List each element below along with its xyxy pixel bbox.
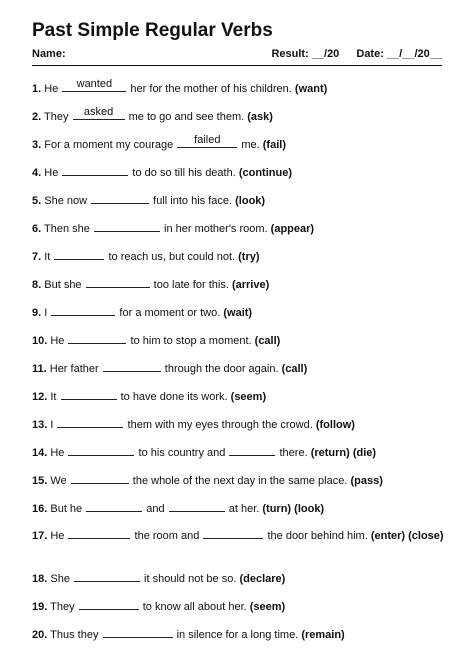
question-text: We — [50, 475, 70, 487]
answer-blank[interactable] — [86, 500, 142, 512]
question-number: 14. — [32, 447, 48, 459]
question-text: But she — [44, 279, 85, 291]
header-divider — [32, 65, 442, 66]
verb-hint: (seem) — [249, 601, 286, 613]
filled-answer: failed — [194, 134, 221, 146]
header-row — [32, 48, 442, 64]
question-text: for a moment or two. — [116, 307, 224, 319]
answer-blank[interactable] — [94, 220, 160, 232]
question-item — [32, 164, 444, 181]
question-text: to do so till his death. — [129, 167, 239, 179]
question-item — [32, 598, 444, 615]
question-item — [32, 388, 444, 405]
answer-blank[interactable] — [91, 192, 149, 204]
verb-hint: (want) — [294, 83, 328, 95]
question-item — [32, 248, 444, 265]
verb-hint: (pass) — [350, 475, 383, 487]
answer-blank[interactable] — [229, 444, 275, 456]
verb-hint: (fail) — [262, 139, 286, 151]
name-label: Name: — [32, 48, 66, 60]
question-item — [32, 304, 444, 321]
question-text: the room and — [131, 530, 203, 542]
filled-answer: wanted — [76, 78, 113, 90]
verb-hint: (appear) — [270, 223, 315, 235]
verb-hint: (seem) — [230, 391, 267, 403]
question-number: 10. — [32, 335, 48, 347]
result-label: Result: __/20 — [271, 48, 340, 60]
question-number: 9. — [32, 307, 42, 319]
question-number: 16. — [32, 503, 48, 515]
question-item — [32, 444, 444, 461]
question-item — [32, 136, 444, 153]
question-text: They — [44, 111, 72, 123]
answer-blank[interactable] — [103, 360, 161, 372]
question-number: 6. — [32, 223, 42, 235]
question-item — [32, 360, 444, 377]
answer-blank[interactable] — [62, 80, 126, 92]
question-text: He — [50, 530, 68, 542]
question-number: 8. — [32, 279, 42, 291]
question-number: 3. — [32, 139, 42, 151]
question-text: Her father — [49, 363, 102, 375]
verb-hint: (remain) — [301, 629, 345, 641]
answer-blank[interactable] — [103, 626, 173, 638]
verb-hint: (declare) — [239, 573, 286, 585]
verb-hint: (call) — [281, 363, 308, 375]
question-item — [32, 80, 444, 97]
verb-hint: (try) — [238, 251, 260, 263]
question-text: I — [50, 419, 57, 431]
answer-blank[interactable] — [68, 444, 134, 456]
question-text: at her. — [225, 503, 263, 515]
question-text: I — [44, 307, 51, 319]
question-item — [32, 108, 444, 125]
question-text: He — [44, 83, 62, 95]
answer-blank[interactable] — [62, 164, 128, 176]
answer-blank[interactable] — [74, 570, 140, 582]
verb-hint: (continue) — [238, 167, 292, 179]
question-text: Then she — [44, 223, 93, 235]
question-item — [32, 192, 444, 209]
question-number: 11. — [32, 363, 47, 375]
question-text: it should not be so. — [141, 573, 240, 585]
question-item — [32, 220, 444, 237]
question-text: in her mother's room. — [160, 223, 271, 235]
question-text: Thus they — [50, 629, 102, 641]
answer-blank[interactable] — [73, 108, 125, 120]
question-text: He — [50, 447, 68, 459]
question-text: through the door again. — [161, 363, 282, 375]
question-text: too late for this. — [150, 279, 232, 291]
answer-blank[interactable] — [177, 136, 237, 148]
question-text: the whole of the next day in the same place. — [129, 475, 351, 487]
question-item — [32, 472, 444, 489]
header-right — [271, 48, 442, 60]
question-text: the door behind him. — [264, 530, 371, 542]
verb-hint: (follow) — [315, 419, 355, 431]
question-number: 12. — [32, 391, 48, 403]
answer-blank[interactable] — [51, 304, 115, 316]
question-text: and — [143, 503, 168, 515]
question-text: them with my eyes through the crowd. — [124, 419, 316, 431]
answer-blank[interactable] — [203, 527, 263, 539]
verb-hint: (wait) — [223, 307, 253, 319]
verb-hint: (enter) (close) — [370, 530, 444, 542]
verb-hint: (turn) (look) — [262, 503, 325, 515]
question-item — [32, 276, 444, 293]
question-text: in silence for a long time. — [173, 629, 302, 641]
answer-blank[interactable] — [169, 500, 225, 512]
question-item — [32, 626, 444, 643]
question-text: She now — [44, 195, 91, 207]
question-item — [32, 527, 444, 544]
question-item — [32, 570, 444, 587]
verb-hint: (look) — [235, 195, 266, 207]
question-number: 17. — [32, 530, 48, 542]
question-number: 20. — [32, 629, 48, 641]
question-number: 4. — [32, 167, 42, 179]
page-title: Past Simple Regular Verbs — [32, 20, 273, 41]
question-number: 2. — [32, 111, 42, 123]
question-text: to him to stop a moment. — [127, 335, 255, 347]
verb-hint: (call) — [254, 335, 281, 347]
question-text: She — [50, 573, 73, 585]
question-number: 15. — [32, 475, 48, 487]
question-text: me to go and see them. — [125, 111, 248, 123]
filled-answer: asked — [83, 106, 114, 118]
question-text: full into his face. — [150, 195, 236, 207]
question-text: there. — [276, 447, 311, 459]
question-number: 18. — [32, 573, 48, 585]
answer-blank[interactable] — [79, 598, 139, 610]
question-number: 1. — [32, 83, 42, 95]
question-text: to know all about her. — [139, 601, 250, 613]
verb-hint: (return) (die) — [310, 447, 377, 459]
verb-hint: (arrive) — [231, 279, 270, 291]
question-item — [32, 500, 444, 517]
question-number: 7. — [32, 251, 42, 263]
answer-blank[interactable] — [54, 248, 104, 260]
verb-hint: (ask) — [247, 111, 273, 123]
question-number: 5. — [32, 195, 42, 207]
answer-blank[interactable] — [71, 472, 129, 484]
answer-blank[interactable] — [57, 416, 123, 428]
question-text: me. — [238, 139, 263, 151]
answer-blank[interactable] — [61, 388, 117, 400]
answer-blank[interactable] — [86, 276, 150, 288]
question-text: to reach us, but could not. — [105, 251, 239, 263]
question-text: He — [44, 167, 62, 179]
question-text: He — [50, 335, 68, 347]
question-text: They — [50, 601, 78, 613]
question-item — [32, 416, 444, 433]
question-item — [32, 332, 444, 349]
question-text: to his country and — [135, 447, 229, 459]
question-text: For a moment my courage — [44, 139, 177, 151]
question-text: It — [50, 391, 60, 403]
question-text: to have done its work. — [117, 391, 231, 403]
question-text: It — [44, 251, 54, 263]
date-label: Date: __/__/20__ — [356, 48, 442, 60]
question-text: But he — [50, 503, 86, 515]
question-number: 13. — [32, 419, 48, 431]
question-text: her for the mother of his children. — [127, 83, 295, 95]
answer-blank[interactable] — [68, 332, 126, 344]
question-number: 19. — [32, 601, 48, 613]
answer-blank[interactable] — [68, 527, 130, 539]
